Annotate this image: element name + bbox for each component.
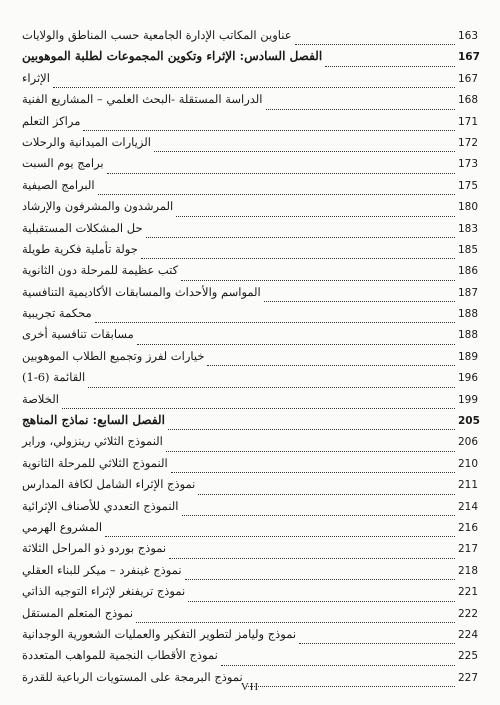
toc-entry-title: المشروع الهرمي [22, 519, 103, 534]
dot-leader [98, 193, 455, 195]
toc-entry-title: الإثراء [22, 70, 50, 85]
toc-entry [18, 285, 482, 306]
chapter-title: الفصل السادس: الإثراء وتكوين المجموعات لطلبة الموهوبين [22, 49, 323, 64]
dot-leader [176, 215, 455, 217]
toc-entry-title: حل المشكلات المستقبلية [22, 220, 143, 235]
dot-leader [83, 129, 455, 131]
toc-page-number: 189 [458, 350, 479, 363]
toc-entry [18, 114, 482, 135]
toc-page-number: 218 [458, 564, 479, 577]
toc-entry [18, 477, 482, 498]
dot-leader [299, 642, 455, 644]
toc-page-number: 224 [458, 628, 479, 641]
toc-page-number: 185 [458, 243, 479, 256]
dot-leader [169, 557, 455, 559]
toc-page-number: 167 [458, 51, 480, 64]
dot-leader [146, 236, 455, 238]
toc-page-number: 216 [458, 521, 479, 534]
toc-entry [18, 135, 482, 156]
dot-leader [62, 407, 455, 409]
toc-page-number: 225 [458, 650, 479, 663]
toc-entry-title: الزيارات الميدانية والرحلات [22, 134, 151, 149]
toc-entry [18, 563, 482, 584]
toc-entry-title: نموذج البرمجة على المستويات الرباعية للقدرة [22, 669, 243, 684]
toc-page-number: 210 [458, 457, 479, 470]
toc-entry-title: مسابقات تنافسية أخرى [22, 327, 134, 342]
toc-entry-title: جولة تأملية فكرية طويلة [22, 241, 138, 256]
dot-leader [171, 471, 455, 473]
table-of-contents [18, 28, 482, 691]
toc-page-number: 214 [458, 500, 479, 513]
toc-entry [18, 627, 482, 648]
dot-leader [107, 172, 455, 174]
toc-entry-title: النموذج الثلاثي رينزولي، وراير [22, 434, 163, 449]
dot-leader [207, 364, 455, 366]
dot-leader [325, 65, 455, 67]
toc-entry [18, 584, 482, 605]
toc-entry-title: نموذج تريفنغر لإثراء التوجيه الذاتي [22, 584, 186, 599]
toc-entry [18, 28, 482, 49]
toc-page-number: 188 [458, 308, 479, 321]
dot-leader [266, 108, 455, 110]
toc-entry-title: الخلاصة [22, 391, 59, 406]
toc-entry [18, 541, 482, 562]
toc-entry [18, 263, 482, 284]
toc-entry-title: محكمة تجريبية [22, 306, 92, 321]
dot-leader [198, 493, 455, 495]
dot-leader [53, 86, 455, 88]
toc-entry-title: نموذج بوردو ذو المراحل الثلاثة [22, 541, 167, 556]
toc-entry-title: الدراسة المستقلة -البحث العلمي – المشاريع الفنية [22, 92, 263, 107]
toc-entry [18, 392, 482, 413]
toc-entry-title: النموذج الثلاثي للمرحلة الثانوية [22, 455, 168, 470]
toc-entry-title: مراكز التعلم [22, 113, 81, 128]
toc-page-number: 211 [458, 479, 479, 492]
toc-entry-title: نموذج غينفرد – ميكر للبناء العقلي [22, 562, 182, 577]
toc-page-number: 221 [458, 586, 479, 599]
toc-entry [18, 178, 482, 199]
toc-page-number: 196 [458, 372, 479, 385]
dot-leader [141, 257, 455, 259]
toc-entry [18, 156, 482, 177]
toc-page-number: 183 [458, 222, 479, 235]
toc-entry-title: كتب عظيمة للمرحلة دون الثانوية [22, 263, 179, 278]
dot-leader [154, 150, 455, 152]
toc-page-number: 167 [458, 72, 479, 85]
toc-entry [18, 520, 482, 541]
toc-page-number: 206 [458, 436, 479, 449]
toc-entry [18, 434, 482, 455]
toc-entry [18, 327, 482, 348]
toc-entry [18, 242, 482, 263]
toc-page-number: 175 [458, 179, 479, 192]
toc-entry-title: القائمة (6-1) [22, 370, 86, 385]
toc-entry [18, 199, 482, 220]
toc-page-number: 222 [458, 607, 479, 620]
toc-entry [18, 71, 482, 92]
dot-leader [168, 428, 455, 430]
toc-page-number: 186 [458, 265, 479, 278]
toc-page-number: 168 [458, 94, 479, 107]
toc-entry [18, 606, 482, 627]
dot-leader [188, 600, 455, 602]
toc-entry-title: البرامج الصيفية [22, 177, 95, 192]
chapter-heading-row [18, 49, 482, 70]
toc-entry [18, 306, 482, 327]
toc-entry [18, 370, 482, 391]
dot-leader [166, 450, 455, 452]
toc-page-number: 172 [458, 136, 479, 149]
toc-entry [18, 499, 482, 520]
toc-entry-title: النموذج التعددي للأصناف الإثرائية [22, 498, 179, 513]
chapter-title: الفصل السابع: نماذج المناهج [22, 413, 165, 428]
page-number-footer: VII [240, 681, 260, 693]
toc-page-number: 199 [458, 393, 479, 406]
dot-leader [181, 279, 455, 281]
toc-page-number: 205 [458, 415, 480, 428]
toc-entry [18, 221, 482, 242]
dot-leader [137, 343, 455, 345]
toc-entry [18, 92, 482, 113]
toc-entry-title: المرشدون والمشرفون والإرشاد [22, 199, 174, 214]
dot-leader [136, 621, 455, 623]
toc-page-number: 163 [458, 30, 479, 42]
toc-page-number: 188 [458, 329, 479, 342]
chapter-heading-row [18, 413, 482, 434]
toc-page-number: 227 [458, 671, 479, 684]
toc-entry-title: نموذج الإثراء الشامل لكافة المدارس [22, 477, 196, 492]
toc-page-number: 187 [458, 286, 479, 299]
toc-entry [18, 456, 482, 477]
dot-leader [182, 514, 455, 516]
toc-page-number: 217 [458, 543, 479, 556]
toc-page-number: 180 [458, 201, 479, 214]
dot-leader [221, 664, 455, 666]
toc-entry-title: برامج يوم السبت [22, 156, 104, 171]
dot-leader [264, 300, 455, 302]
toc-page-number: 171 [458, 115, 479, 128]
dot-leader [95, 321, 455, 323]
toc-entry [18, 349, 482, 370]
toc-entry [18, 648, 482, 669]
toc-entry-title: نموذج الأقطاب النجمية للمواهب المتعددة [22, 648, 218, 663]
dot-leader [88, 386, 455, 388]
toc-entry-title: نموذج المتعلم المستقل [22, 605, 134, 620]
toc-entry-title: المواسم والأحداث والمسابقات الأكاديمية التنافسية [22, 284, 261, 299]
dot-leader [105, 535, 455, 537]
dot-leader [295, 43, 455, 45]
toc-entry-title: نموذج وليامز لتطوير التفكير والعمليات الشعورية الوجدانية [22, 626, 297, 641]
toc-page-number: 173 [458, 158, 479, 171]
toc-entry-title: عناوين المكاتب الإدارة الجامعية حسب المناطق والولايات [22, 28, 292, 42]
toc-entry-title: خيارات لفرز وتجميع الطلاب الموهوبين [22, 348, 205, 363]
dot-leader [185, 578, 455, 580]
